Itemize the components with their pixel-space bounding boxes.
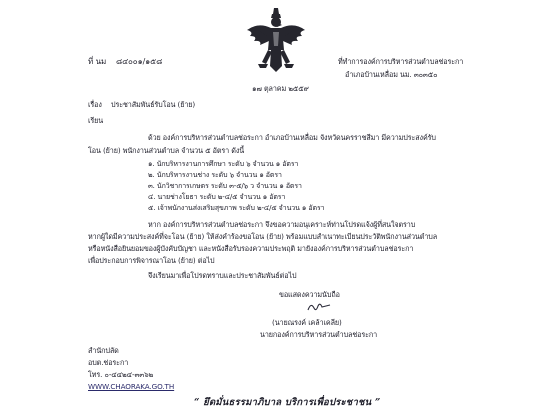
subject-text: ประชาสัมพันธ์รับโอน (ย้าย) <box>111 100 196 109</box>
list-item: ๕. เจ้าพนักงานส่งเสริมสุขภาพ ระดับ ๒-๔/๕ จำนวน ๑ อัตรา <box>148 204 325 212</box>
contact-website-link[interactable]: WWW.CHAORAKA.GO.TH <box>88 382 175 391</box>
garuda-emblem-icon <box>244 6 308 74</box>
closing-regards: ขอแสดงความนับถือ <box>279 290 340 299</box>
subject-label: เรื่อง <box>88 100 102 109</box>
list-item: ๔. นายช่างโยธา ระดับ ๒-๔/๕ จำนวน ๑ อัตรา <box>148 193 286 201</box>
doc-number-label: ที่ นม <box>88 57 107 66</box>
contact-phone: โทร. ๐-๔๔๒๔-๓๓๖๒ <box>88 370 154 379</box>
doc-number-value: ๘๔๐๐๑/๑๕๘ <box>116 57 163 66</box>
document-date: ๑๗ ตุลาคม ๒๕๕๙ <box>252 84 309 93</box>
body-para2-line1: หาก องค์การบริหารส่วนตำบลช่อระกา จึงขอความอนุเคราะห์ท่านโปรดแจ้งผู้ที่สนใจตราบ <box>148 220 416 229</box>
body-para3: จึงเรียนมาเพื่อโปรดทราบและประชาสัมพันธ์ต่อไป <box>148 271 297 280</box>
contact-org: อบต.ช่อระกา <box>88 358 129 367</box>
contact-office: สำนักปลัด <box>88 346 119 355</box>
salutation: เรียน <box>88 116 104 125</box>
body-para2-line4: เพื่อประกอบการพิจารณาโอน (ย้าย) ต่อไป <box>88 256 215 265</box>
body-para2-line3: หรือหนังสือยินยอมของผู้บังคับบัญชา และหนังสือรับรองความประพฤติ มายังองค์การบริหารส่วนตำบลช่อระกา <box>88 244 414 253</box>
sender-address-line2: อำเภอบ้านเหลื่อม นม. ๓๐๓๕๐ <box>345 70 438 79</box>
signer-name: (นายณรงค์ เคล้าเคลีย) <box>272 318 342 327</box>
list-item: ๓. นักวิชาการเกษตร ระดับ ๓-๕/๖ ว จำนวน ๑ อัตรา <box>148 182 302 190</box>
organization-motto: “ ยึดมั่นธรรมาภิบาล บริการเพื่อประชาชน ” <box>194 397 381 408</box>
signer-title: นายกองค์การบริหารส่วนตำบลช่อระกา <box>260 330 378 339</box>
body-para2-line2: หากผู้ใดมีความประสงค์ที่จะโอน (ย้าย) ให้ส่งคำร้องขอโอน (ย้าย) พร้อมแบบสำเนาทะเบียนประวัติพนักงานส่วนตำบล <box>88 232 438 241</box>
sender-address-line1: ที่ทำการองค์การบริหารส่วนตำบลช่อระกา <box>338 57 464 66</box>
body-para1-line1: ด้วย องค์การบริหารส่วนตำบลช่อระกา อำเภอบ้านเหลื่อม จังหวัดนครราชสีมา มีความประสงค์รับ <box>148 133 436 142</box>
body-para1-line2: โอน (ย้าย) พนักงานส่วนตำบล จำนวน ๕ อัตรา ดังนี้ <box>88 146 245 155</box>
signature-mark <box>306 300 332 314</box>
list-item: ๒. นักบริหารงานช่าง ระดับ ๖ จำนวน ๑ อัตรา <box>148 171 282 179</box>
list-item: ๑. นักบริหารงานการศึกษา ระดับ ๖ จำนวน ๑ อัตรา <box>148 160 299 168</box>
